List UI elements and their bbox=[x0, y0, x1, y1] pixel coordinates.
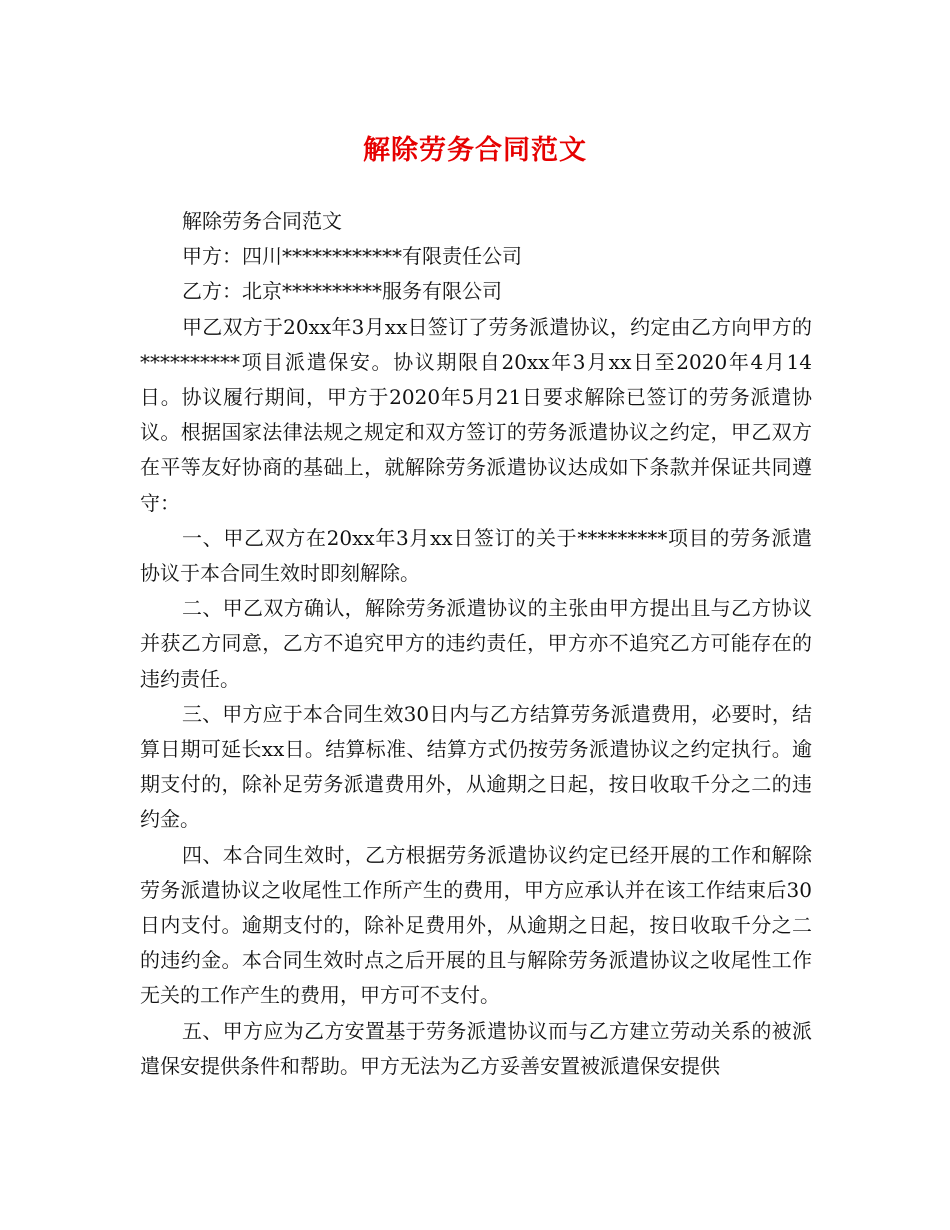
body-heading: 解除劳务合同范文 bbox=[182, 209, 342, 233]
preamble-paragraph: 甲乙双方于20xx年3月xx日签订了劳务派遣协议，约定由乙方向甲方的**********项目派遣保安。协议期限自20xx年3月xx日至2020年4月14日。协议履行期间，甲方于2020年5月21日要求解除已签订的劳务派遣协议。根据国家法律法规之规定和双方签订的劳务派遣协议之约定，甲乙双方在平等友好协商的基础上，就解除劳务派遣协议达成如下条款并保证共同遵守： bbox=[140, 314, 812, 515]
clause-3: 三、甲方应于本合同生效30日内与乙方结算劳务派遣费用，必要时，结算日期可延长xx日。结算标准、结算方式仍按劳务派遣协议之约定执行。逾期支付的，除补足劳务派遣费用外，从逾期之日起，按日收取千分之二的违约金。 bbox=[140, 701, 812, 832]
party-b-line: 乙方：北京**********服务有限公司 bbox=[182, 279, 502, 304]
clause-1: 一、甲乙双方在20xx年3月xx日签订的关于*********项目的劳务派遣协议于本合同生效时即刻解除。 bbox=[140, 525, 812, 586]
clause-5: 五、甲方应为乙方安置基于劳务派遣协议而与乙方建立劳动关系的被派遣保安提供条件和帮助。甲方无法为乙方妥善安置被派遣保安提供 bbox=[140, 1018, 812, 1078]
party-a-line: 甲方：四川************有限责任公司 bbox=[182, 244, 522, 269]
clause-2: 二、甲乙双方确认，解除劳务派遣协议的主张由甲方提出且与乙方协议并获乙方同意，乙方不追究甲方的违约责任，甲方亦不追究乙方可能存在的违约责任。 bbox=[140, 596, 812, 691]
document-body bbox=[140, 204, 812, 1084]
document-title: 解除劳务合同范文 bbox=[363, 135, 587, 166]
clause-4: 四、本合同生效时，乙方根据劳务派遣协议约定已经开展的工作和解除劳务派遣协议之收尾性工作所产生的费用，甲方应承认并在该工作结束后30日内支付。逾期支付的，除补足费用外，从逾期之日起，按日收取千分之二的违约金。本合同生效时点之后开展的且与解除劳务派遣协议之收尾性工作无关的工作产生的费用，甲方可不支付。 bbox=[140, 842, 812, 1008]
